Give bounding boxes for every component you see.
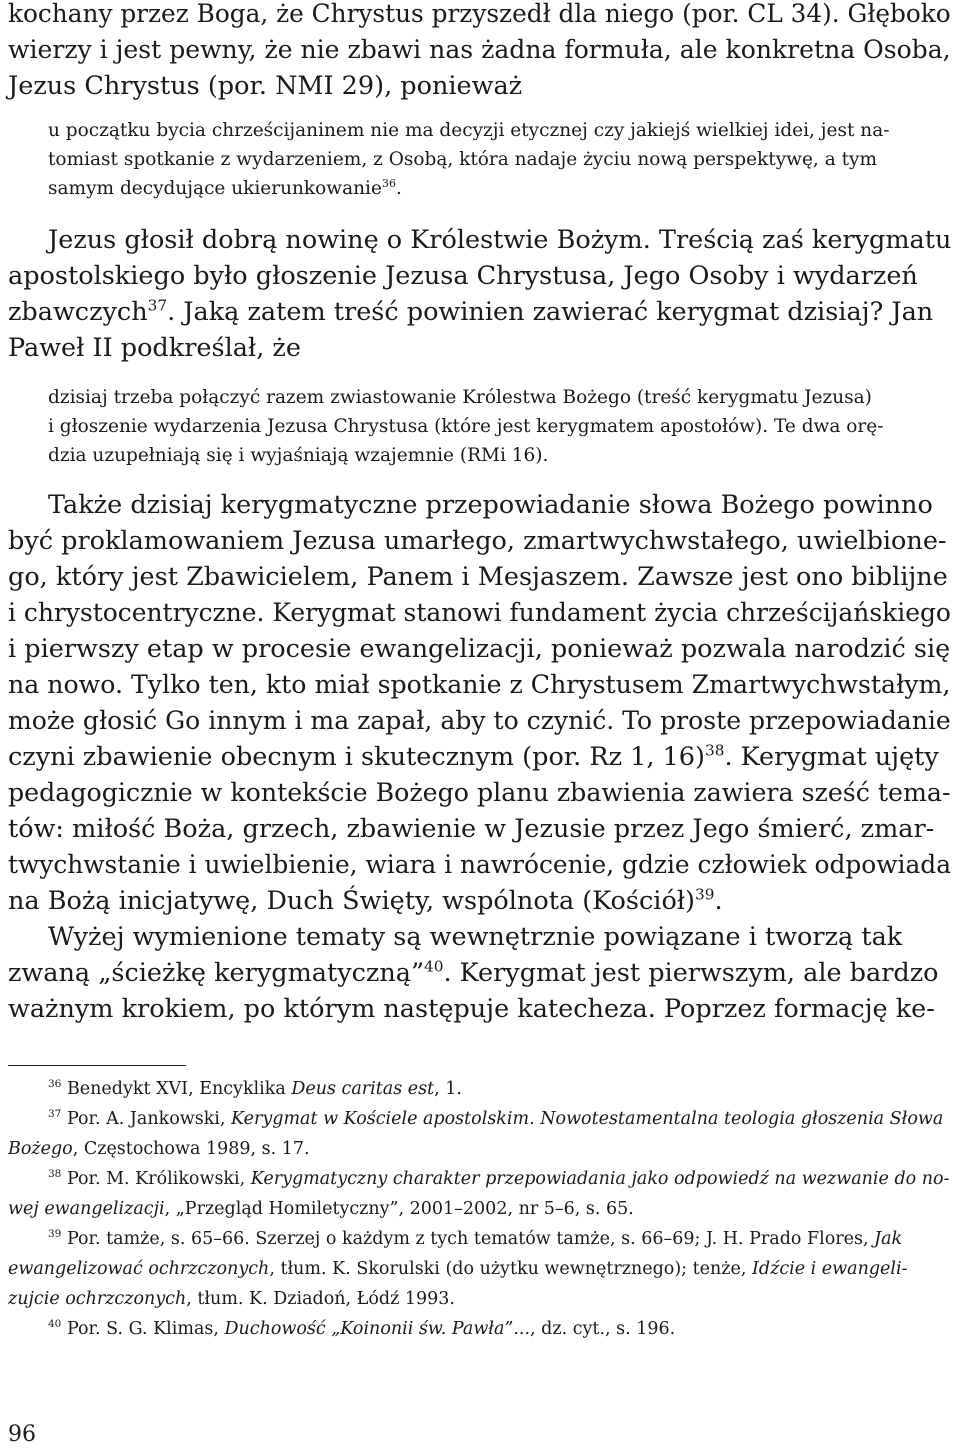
text-line: czyni zbawienie obecnym i skutecznym (por. Rz 1, 16)$^{38}$. Kerygmat ujęty (8, 741, 939, 772)
quote-line: tomiast spotkanie z wydarzeniem, z Osobą, która nadaje życiu nową perspektywę, a tym (48, 149, 878, 170)
footnote-ref-39[interactable]: 39 (695, 885, 715, 904)
paragraph-2 (8, 222, 956, 366)
text-line: i chrystocentryczne. Kerygmat stanowi fundament życia chrześcijańskiego (8, 598, 951, 627)
text-line: Paweł II podkreślał, że (8, 333, 301, 363)
text-line: pedagogicznie w kontekście Bożego planu zbawienia zawiera sześć tema- (8, 778, 951, 807)
quote-line: dzia uzupełniają się i wyjaśniają wzajemnie (RMi 16). (48, 445, 549, 466)
footnote-number: 39 (48, 1228, 62, 1241)
footnote-number: 40 (48, 1318, 62, 1331)
quote-line: dzisiaj trzeba połączyć razem zwiastowanie Królestwa Bożego (treść kerygmatu Jezusa) (48, 387, 872, 408)
text-line: zbawczych$^{37}$. Jaką zatem treść powinien zawierać kerygmat dzisiaj? Jan (8, 296, 934, 327)
text-line: być proklamowaniem Jezusa umarłego, zmartwychwstałego, uwielbione- (8, 526, 947, 556)
footnote-36: $^{36}$ Benedykt XVI, Encyklika Deus caritas est, 1. (48, 1078, 462, 1099)
footnote-number: 36 (48, 1078, 62, 1091)
footnote-number: 38 (48, 1168, 62, 1181)
footnote-ref-40[interactable]: 40 (423, 957, 444, 976)
footnote-ref-37[interactable]: 37 (147, 296, 168, 315)
text-line: ważnym krokiem, po którym następuje katecheza. Poprzez formację ke- (8, 994, 935, 1024)
text-line: Jezus głosił dobrą nowinę o Królestwie Bożym. Treścią zaś kerygmatu (48, 225, 952, 255)
footnote-37: $^{37}$ Por. A. Jankowski, Kerygmat w Kościele apostolskim. Nowotestamentalna teologia głoszenia Słowa Bożego, Częstochowa 1989, s. 17. (8, 1108, 944, 1159)
quote-line: u początku bycia chrześcijaninem nie ma decyzji etycznej czy jakiejś wielkiej idei, jest na- (48, 120, 890, 141)
footnote-number: 37 (48, 1108, 62, 1121)
text-line: Jezus Chrystus (por. NMI 29), ponieważ (8, 71, 523, 101)
text-line: Także dzisiaj kerygmatyczne przepowiadanie słowa Bożego powinno (48, 490, 933, 520)
text-line: i pierwszy etap w procesie ewangelizacji, ponieważ pozwala narodzić się (8, 634, 951, 664)
text-line: twychwstanie i uwielbienie, wiara i nawrócenie, gdzie człowiek odpowiada (8, 850, 952, 879)
footnote-separator (8, 1065, 186, 1066)
top-paragraph (8, 0, 956, 104)
text-line: zwaną „ścieżkę kerygmatyczną”$^{40}$. Kerygmat jest pierwszym, ale bardzo (8, 957, 939, 988)
footnote-ref-36[interactable]: 36 (381, 176, 397, 190)
footnotes (8, 1074, 956, 1344)
quote-line: i głoszenie wydarzenia Jezusa Chrystusa (które jest kerygmatem apostołów). Te dwa orę- (48, 416, 884, 437)
text-line: na nowo. Tylko ten, kto miał spotkanie z Chrystusem Zmartwychwstałym, (8, 670, 951, 699)
text-line: Wyżej wymienione tematy są wewnętrznie powiązane i tworzą tak (48, 922, 903, 952)
text-line: tów: miłość Boża, grzech, zbawienie w Jezusie przez Jego śmierć, zmar- (8, 814, 935, 844)
footnote-ref-38[interactable]: 38 (704, 741, 725, 760)
text-line: apostolskiego było głoszenie Jezusa Chrystusa, Jego Osoby i wydarzeń (8, 261, 918, 291)
text-line: na Bożą inicjatywę, Duch Święty, wspólnota (Kościół)$^{39}$. (8, 885, 723, 916)
footnote-38: $^{38}$ Por. M. Królikowski, Kerygmatyczny charakter przepowiadania jako odpowiedź na wezwanie do no- wej ewangelizacji, „Przegląd Homiletyczny”, 2001–2002, nr 5–6, s. 65. (8, 1168, 950, 1219)
footnote-39: $^{39}$ Por. tamże, s. 65–66. Szerzej o każdym z tych tematów tamże, s. 66–69; J. H. Prado Flores, Jak ewangelizować ochrzczonych, tłum. K. Skorulski (do użytku wewnętrznego); tenże, Idźcie i ewangeli- zujcie ochrzczonych, tłum. K. Dziadoń, Łódź 1993. (8, 1228, 908, 1309)
page-number: 96 (8, 1422, 36, 1447)
text-line: kochany przez Boga, że Chrystus przyszedł dla niego (por. CL 34). Głęboko (8, 0, 951, 28)
block-quote-2 (48, 383, 956, 470)
quote-line: samym decydujące ukierunkowanie$^{36}$. (48, 176, 402, 199)
text-line: go, który jest Zbawicielem, Panem i Mesjaszem. Zawsze jest ono biblijne (8, 562, 948, 592)
document-page (8, 0, 956, 1344)
paragraph-4 (8, 919, 956, 1027)
text-line: może głosić Go innym i ma zapał, aby to czynić. To proste przepowiadanie (8, 706, 951, 735)
text-line: wierzy i jest pewny, że nie zbawi nas żadna formuła, ale konkretna Osoba, (8, 35, 951, 64)
block-quote-1 (48, 116, 956, 203)
footnote-40: $^{40}$ Por. S. G. Klimas, Duchowość „Koinonii św. Pawła”..., dz. cyt., s. 196. (48, 1318, 676, 1339)
paragraph-3 (8, 487, 956, 919)
